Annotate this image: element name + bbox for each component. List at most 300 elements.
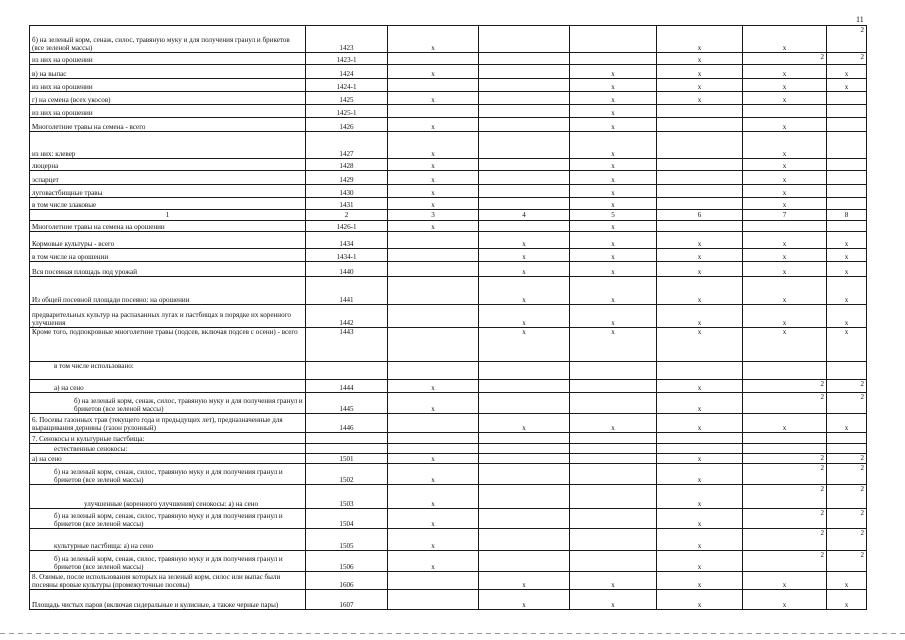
col-8-cell bbox=[827, 444, 867, 454]
table-row bbox=[30, 509, 867, 529]
table-row bbox=[30, 159, 867, 171]
table-row bbox=[30, 198, 867, 210]
col-8-cell: x bbox=[827, 414, 867, 433]
col-8-cell: x bbox=[827, 79, 867, 92]
col-8-cell: x bbox=[827, 249, 867, 262]
col-4-cell: x bbox=[479, 328, 570, 362]
row-code: 1440 bbox=[306, 262, 388, 277]
col-4-cell bbox=[479, 92, 570, 105]
row-code: 1425 bbox=[306, 92, 388, 105]
col-7-cell bbox=[743, 444, 827, 454]
col-7-cell: x bbox=[743, 79, 827, 92]
table-row bbox=[30, 26, 867, 53]
col-7-cell: x bbox=[743, 185, 827, 198]
col-7-cell: x bbox=[743, 26, 827, 53]
table-row bbox=[30, 433, 867, 444]
col-8-cell bbox=[827, 198, 867, 210]
col-4-cell bbox=[479, 159, 570, 171]
col-4-cell bbox=[479, 132, 570, 159]
col-8-cell: 2 bbox=[827, 551, 867, 572]
col-3-cell: x bbox=[388, 198, 479, 210]
col-4-cell: x bbox=[479, 590, 570, 610]
form-table bbox=[29, 25, 867, 610]
col-8-cell: x bbox=[827, 590, 867, 610]
col-5-cell bbox=[570, 433, 657, 444]
row-label: в) на выпас bbox=[30, 65, 306, 79]
col-6-cell: x bbox=[657, 305, 743, 328]
col-4-cell bbox=[479, 185, 570, 198]
col-5-cell: x bbox=[570, 92, 657, 105]
table-row bbox=[30, 529, 867, 551]
col-8-cell: 2 bbox=[827, 393, 867, 414]
row-label: 1 bbox=[30, 210, 306, 221]
col-3-cell bbox=[388, 328, 479, 362]
table-row bbox=[30, 393, 867, 414]
col-3-cell: x bbox=[388, 393, 479, 414]
col-6-cell: x bbox=[657, 393, 743, 414]
col-4-cell: x bbox=[479, 249, 570, 262]
col-7-cell: x bbox=[743, 305, 827, 328]
col-8-cell bbox=[827, 185, 867, 198]
row-label: Кроме того, подпокровные многолетние травы (подсев, включая подсев с осени) - всего bbox=[30, 328, 306, 362]
row-label: Кормовые культуры - всего bbox=[30, 232, 306, 249]
col-8-cell: 2 bbox=[827, 529, 867, 551]
col-5-cell: x bbox=[570, 221, 657, 232]
col-3-cell bbox=[388, 433, 479, 444]
row-label: Площадь чистых паров (включая сидеральные и кулисные, а также черные пары) bbox=[30, 590, 306, 610]
col-4-cell bbox=[479, 464, 570, 485]
col-3-cell bbox=[388, 232, 479, 249]
col-3-cell bbox=[388, 590, 479, 610]
col-5-cell: x bbox=[570, 590, 657, 610]
col-5-cell bbox=[570, 551, 657, 572]
table-row bbox=[30, 221, 867, 232]
row-code: 1446 bbox=[306, 414, 388, 433]
row-code: 1502 bbox=[306, 464, 388, 485]
col-3-cell: x bbox=[388, 118, 479, 132]
row-code: 1423-1 bbox=[306, 53, 388, 65]
col-8-cell: x bbox=[827, 232, 867, 249]
row-label: б) на зеленый корм, сенаж, силос, травяную муку и для получения гранул и брикетов (все зеленой массы) bbox=[30, 393, 306, 414]
col-4-cell bbox=[479, 221, 570, 232]
col-4-cell bbox=[479, 198, 570, 210]
col-5-cell: x bbox=[570, 159, 657, 171]
col-7-cell: x bbox=[743, 118, 827, 132]
col-3-cell bbox=[388, 444, 479, 454]
col-5-cell bbox=[570, 464, 657, 485]
col-3-cell: x bbox=[388, 132, 479, 159]
col-3-cell bbox=[388, 305, 479, 328]
col-7-cell: x bbox=[743, 171, 827, 185]
col-7-cell: x bbox=[743, 572, 827, 590]
col-6-cell: x bbox=[657, 572, 743, 590]
col-6-cell: x bbox=[657, 414, 743, 433]
col-5-cell: x bbox=[570, 171, 657, 185]
row-code bbox=[306, 433, 388, 444]
col-4-cell bbox=[479, 105, 570, 118]
col-8-cell: x bbox=[827, 328, 867, 362]
row-code: 1431 bbox=[306, 198, 388, 210]
table-row bbox=[30, 328, 867, 362]
col-8-cell: 2 bbox=[827, 454, 867, 464]
col-8-cell: 2 bbox=[827, 380, 867, 393]
table-row bbox=[30, 171, 867, 185]
col-6-cell: x bbox=[657, 464, 743, 485]
col-4-cell bbox=[479, 362, 570, 380]
row-label: из них на орошении bbox=[30, 79, 306, 92]
col-6-cell bbox=[657, 132, 743, 159]
col-5-cell bbox=[570, 509, 657, 529]
col-5-cell bbox=[570, 529, 657, 551]
col-6-cell bbox=[657, 362, 743, 380]
col-3-cell bbox=[388, 105, 479, 118]
col-5-cell bbox=[570, 26, 657, 53]
col-8-cell: 2 bbox=[827, 509, 867, 529]
col-8-cell: 2 bbox=[827, 485, 867, 509]
col-6-cell bbox=[657, 159, 743, 171]
row-code: 1506 bbox=[306, 551, 388, 572]
col-5-cell bbox=[570, 362, 657, 380]
row-code: 1427 bbox=[306, 132, 388, 159]
table-row bbox=[30, 551, 867, 572]
table-row bbox=[30, 53, 867, 65]
col-4-cell bbox=[479, 509, 570, 529]
row-label: Многолетние травы на семена - всего bbox=[30, 118, 306, 132]
col-7-cell: x bbox=[743, 132, 827, 159]
col-3-cell bbox=[388, 79, 479, 92]
col-5-cell: x bbox=[570, 185, 657, 198]
row-label: а) на сено bbox=[30, 380, 306, 393]
row-code: 1430 bbox=[306, 185, 388, 198]
col-5-cell: x bbox=[570, 198, 657, 210]
table-row bbox=[30, 118, 867, 132]
col-4-cell: x bbox=[479, 305, 570, 328]
col-6-cell: x bbox=[657, 590, 743, 610]
col-4-cell: x bbox=[479, 414, 570, 433]
col-3-cell: x bbox=[388, 185, 479, 198]
row-label: Вся посевная площадь под урожай bbox=[30, 262, 306, 277]
row-code: 1606 bbox=[306, 572, 388, 590]
row-code: 1503 bbox=[306, 485, 388, 509]
row-label: 6. Посевы газонных трав (текущего года и предыдущих лет), предназначенные для выращивания дернины (газон рулонный) bbox=[30, 414, 306, 433]
col-5-cell: x bbox=[570, 262, 657, 277]
row-label: люцерна bbox=[30, 159, 306, 171]
col-6-cell: x bbox=[657, 485, 743, 509]
col-7-cell: 2 bbox=[743, 393, 827, 414]
col-5-cell: x bbox=[570, 105, 657, 118]
col-6-cell: x bbox=[657, 529, 743, 551]
table-row bbox=[30, 277, 867, 305]
col-6-cell: x bbox=[657, 79, 743, 92]
col-5-cell: x bbox=[570, 305, 657, 328]
col-6-cell: x bbox=[657, 26, 743, 53]
row-code: 1505 bbox=[306, 529, 388, 551]
row-code: 1434-1 bbox=[306, 249, 388, 262]
row-label: в том числе на орошении bbox=[30, 249, 306, 262]
col-7-cell bbox=[743, 433, 827, 444]
col-7-cell: 2 bbox=[743, 53, 827, 65]
row-code: 1426-1 bbox=[306, 221, 388, 232]
col-5-cell: x bbox=[570, 249, 657, 262]
col-5-cell: x bbox=[570, 232, 657, 249]
col-3-cell bbox=[388, 53, 479, 65]
col-8-cell bbox=[827, 433, 867, 444]
col-7-cell bbox=[743, 221, 827, 232]
col-8-cell: x bbox=[827, 572, 867, 590]
table-row bbox=[30, 305, 867, 328]
col-5-cell bbox=[570, 380, 657, 393]
table-row bbox=[30, 444, 867, 454]
table-row bbox=[30, 185, 867, 198]
col-6-cell bbox=[657, 198, 743, 210]
row-label: из них на орошении bbox=[30, 105, 306, 118]
row-label: Многолетние травы на семена на орошении bbox=[30, 221, 306, 232]
row-code: 1428 bbox=[306, 159, 388, 171]
col-3-cell: x bbox=[388, 551, 479, 572]
row-code bbox=[306, 362, 388, 380]
table-row bbox=[30, 262, 867, 277]
col-6-cell: x bbox=[657, 454, 743, 464]
col-7-cell: 2 bbox=[743, 509, 827, 529]
row-label: б) на зеленый корм, сенаж, силос, травяную муку и для получения гранул и брикетов (все зеленой массы) bbox=[30, 551, 306, 572]
col-4-cell bbox=[479, 65, 570, 79]
col-3-cell: x bbox=[388, 380, 479, 393]
table-row bbox=[30, 132, 867, 159]
col-6-cell: x bbox=[657, 65, 743, 79]
table-row bbox=[30, 249, 867, 262]
col-8-cell bbox=[827, 159, 867, 171]
col-3-cell: x bbox=[388, 26, 479, 53]
col-6-cell: x bbox=[657, 380, 743, 393]
col-4-cell: 4 bbox=[479, 210, 570, 221]
col-7-cell: 2 bbox=[743, 380, 827, 393]
col-8-cell bbox=[827, 92, 867, 105]
col-6-cell: 6 bbox=[657, 210, 743, 221]
row-code: 1424 bbox=[306, 65, 388, 79]
row-label: б) на зеленый корм, сенаж, силос, травяную муку и для получения гранул и брикетов (все зеленой массы) bbox=[30, 26, 306, 53]
col-8-cell: x bbox=[827, 262, 867, 277]
col-7-cell: x bbox=[743, 590, 827, 610]
row-label: 7. Сенокосы и культурные пастбища: bbox=[30, 433, 306, 444]
row-code: 1441 bbox=[306, 277, 388, 305]
table-row bbox=[30, 464, 867, 485]
row-label: культурные пастбища: а) на сено bbox=[30, 529, 306, 551]
col-4-cell: x bbox=[479, 572, 570, 590]
row-code: 1501 bbox=[306, 454, 388, 464]
col-3-cell bbox=[388, 249, 479, 262]
col-5-cell: x bbox=[570, 132, 657, 159]
row-code: 1425-1 bbox=[306, 105, 388, 118]
row-code: 2 bbox=[306, 210, 388, 221]
row-label: из них: клевер bbox=[30, 132, 306, 159]
col-8-cell bbox=[827, 221, 867, 232]
col-5-cell: x bbox=[570, 79, 657, 92]
col-5-cell: x bbox=[570, 572, 657, 590]
table-row bbox=[30, 362, 867, 380]
col-3-cell bbox=[388, 572, 479, 590]
row-label: Из общей посевной площади посеяно: на орошении bbox=[30, 277, 306, 305]
col-3-cell: x bbox=[388, 509, 479, 529]
col-4-cell bbox=[479, 380, 570, 393]
col-5-cell: 5 bbox=[570, 210, 657, 221]
table-row bbox=[30, 232, 867, 249]
col-8-cell bbox=[827, 105, 867, 118]
col-8-cell: 2 bbox=[827, 53, 867, 65]
col-8-cell: x bbox=[827, 277, 867, 305]
row-label: г) на семена (всех укосов) bbox=[30, 92, 306, 105]
row-code: 1443 bbox=[306, 328, 388, 362]
col-6-cell: x bbox=[657, 551, 743, 572]
col-4-cell bbox=[479, 118, 570, 132]
col-4-cell bbox=[479, 551, 570, 572]
col-3-cell: x bbox=[388, 529, 479, 551]
col-7-cell: x bbox=[743, 65, 827, 79]
table-row bbox=[30, 105, 867, 118]
col-3-cell bbox=[388, 262, 479, 277]
col-3-cell: x bbox=[388, 464, 479, 485]
row-label: б) на зеленый корм, сенаж, силос, травяную муку и для получения гранул и брикетов (все зеленой массы) bbox=[30, 464, 306, 485]
col-6-cell bbox=[657, 105, 743, 118]
col-3-cell bbox=[388, 414, 479, 433]
page-number: 11 bbox=[856, 15, 864, 24]
col-6-cell: x bbox=[657, 277, 743, 305]
col-7-cell bbox=[743, 105, 827, 118]
col-6-cell: x bbox=[657, 509, 743, 529]
col-6-cell bbox=[657, 221, 743, 232]
col-8-cell: 2 bbox=[827, 26, 867, 53]
col-5-cell: x bbox=[570, 118, 657, 132]
row-label: из них на орошении bbox=[30, 53, 306, 65]
col-6-cell: x bbox=[657, 53, 743, 65]
col-7-cell: x bbox=[743, 249, 827, 262]
row-label: а) на сено bbox=[30, 454, 306, 464]
col-3-cell: x bbox=[388, 92, 479, 105]
col-7-cell: 2 bbox=[743, 454, 827, 464]
col-5-cell: x bbox=[570, 328, 657, 362]
col-4-cell bbox=[479, 79, 570, 92]
table-row bbox=[30, 590, 867, 610]
col-6-cell bbox=[657, 444, 743, 454]
table-row bbox=[30, 79, 867, 92]
col-5-cell bbox=[570, 53, 657, 65]
col-3-cell: 3 bbox=[388, 210, 479, 221]
col-4-cell bbox=[479, 26, 570, 53]
row-code: 1426 bbox=[306, 118, 388, 132]
col-7-cell: x bbox=[743, 414, 827, 433]
col-6-cell: x bbox=[657, 92, 743, 105]
table-row bbox=[30, 65, 867, 79]
row-code: 1434 bbox=[306, 232, 388, 249]
col-6-cell: x bbox=[657, 249, 743, 262]
col-3-cell: x bbox=[388, 159, 479, 171]
row-code: 1442 bbox=[306, 305, 388, 328]
table-header-row bbox=[30, 210, 867, 221]
col-8-cell bbox=[827, 171, 867, 185]
col-3-cell bbox=[388, 277, 479, 305]
col-3-cell bbox=[388, 362, 479, 380]
col-3-cell: x bbox=[388, 65, 479, 79]
col-6-cell bbox=[657, 171, 743, 185]
col-8-cell: 8 bbox=[827, 210, 867, 221]
row-code: 1607 bbox=[306, 590, 388, 610]
col-4-cell bbox=[479, 529, 570, 551]
row-code bbox=[306, 444, 388, 454]
row-code: 1423 bbox=[306, 26, 388, 53]
col-6-cell: x bbox=[657, 262, 743, 277]
col-5-cell bbox=[570, 454, 657, 464]
row-label: б) на зеленый корм, сенаж, силос, травяную муку и для получения гранул и брикетов (все зеленой массы) bbox=[30, 509, 306, 529]
col-5-cell: x bbox=[570, 277, 657, 305]
table-row bbox=[30, 454, 867, 464]
row-label: в том числе использовано: bbox=[30, 362, 306, 380]
table-row bbox=[30, 92, 867, 105]
col-4-cell bbox=[479, 444, 570, 454]
col-6-cell: x bbox=[657, 232, 743, 249]
col-7-cell: x bbox=[743, 198, 827, 210]
row-label: луговастбищные травы bbox=[30, 185, 306, 198]
col-8-cell: 2 bbox=[827, 464, 867, 485]
col-7-cell bbox=[743, 362, 827, 380]
col-7-cell: 7 bbox=[743, 210, 827, 221]
col-4-cell bbox=[479, 433, 570, 444]
row-label: 8. Озимые, после использования которых на зеленый корм, силос или выпас были посеяны яровые культуры (промежуточные посевы) bbox=[30, 572, 306, 590]
col-7-cell: 2 bbox=[743, 551, 827, 572]
col-8-cell: x bbox=[827, 65, 867, 79]
col-4-cell bbox=[479, 485, 570, 509]
row-label: в том числе злаковые bbox=[30, 198, 306, 210]
col-7-cell: 2 bbox=[743, 464, 827, 485]
col-7-cell: x bbox=[743, 328, 827, 362]
col-7-cell: x bbox=[743, 262, 827, 277]
row-code: 1504 bbox=[306, 509, 388, 529]
col-7-cell: x bbox=[743, 92, 827, 105]
col-4-cell bbox=[479, 171, 570, 185]
col-3-cell: x bbox=[388, 221, 479, 232]
col-8-cell bbox=[827, 362, 867, 380]
col-4-cell bbox=[479, 454, 570, 464]
col-5-cell: x bbox=[570, 65, 657, 79]
col-3-cell: x bbox=[388, 485, 479, 509]
row-label: предварительных культур на распаханных лугах и пастбищах в порядке их коренного улучшения bbox=[30, 305, 306, 328]
col-7-cell: x bbox=[743, 159, 827, 171]
col-5-cell bbox=[570, 485, 657, 509]
row-code: 1429 bbox=[306, 171, 388, 185]
row-code: 1424-1 bbox=[306, 79, 388, 92]
row-label: естественные сенокосы: bbox=[30, 444, 306, 454]
table-row bbox=[30, 380, 867, 393]
col-7-cell: x bbox=[743, 232, 827, 249]
col-7-cell: x bbox=[743, 277, 827, 305]
col-6-cell: x bbox=[657, 328, 743, 362]
row-code: 1445 bbox=[306, 393, 388, 414]
col-5-cell: x bbox=[570, 414, 657, 433]
row-label: эспарцет bbox=[30, 171, 306, 185]
page-bottom-rule bbox=[0, 633, 905, 634]
col-6-cell bbox=[657, 118, 743, 132]
col-8-cell: x bbox=[827, 305, 867, 328]
table-row bbox=[30, 485, 867, 509]
col-4-cell: x bbox=[479, 277, 570, 305]
col-4-cell bbox=[479, 393, 570, 414]
col-7-cell: 2 bbox=[743, 529, 827, 551]
col-4-cell bbox=[479, 53, 570, 65]
col-3-cell: x bbox=[388, 454, 479, 464]
col-8-cell bbox=[827, 132, 867, 159]
col-4-cell: x bbox=[479, 232, 570, 249]
col-8-cell bbox=[827, 118, 867, 132]
row-code: 1444 bbox=[306, 380, 388, 393]
col-7-cell: 2 bbox=[743, 485, 827, 509]
